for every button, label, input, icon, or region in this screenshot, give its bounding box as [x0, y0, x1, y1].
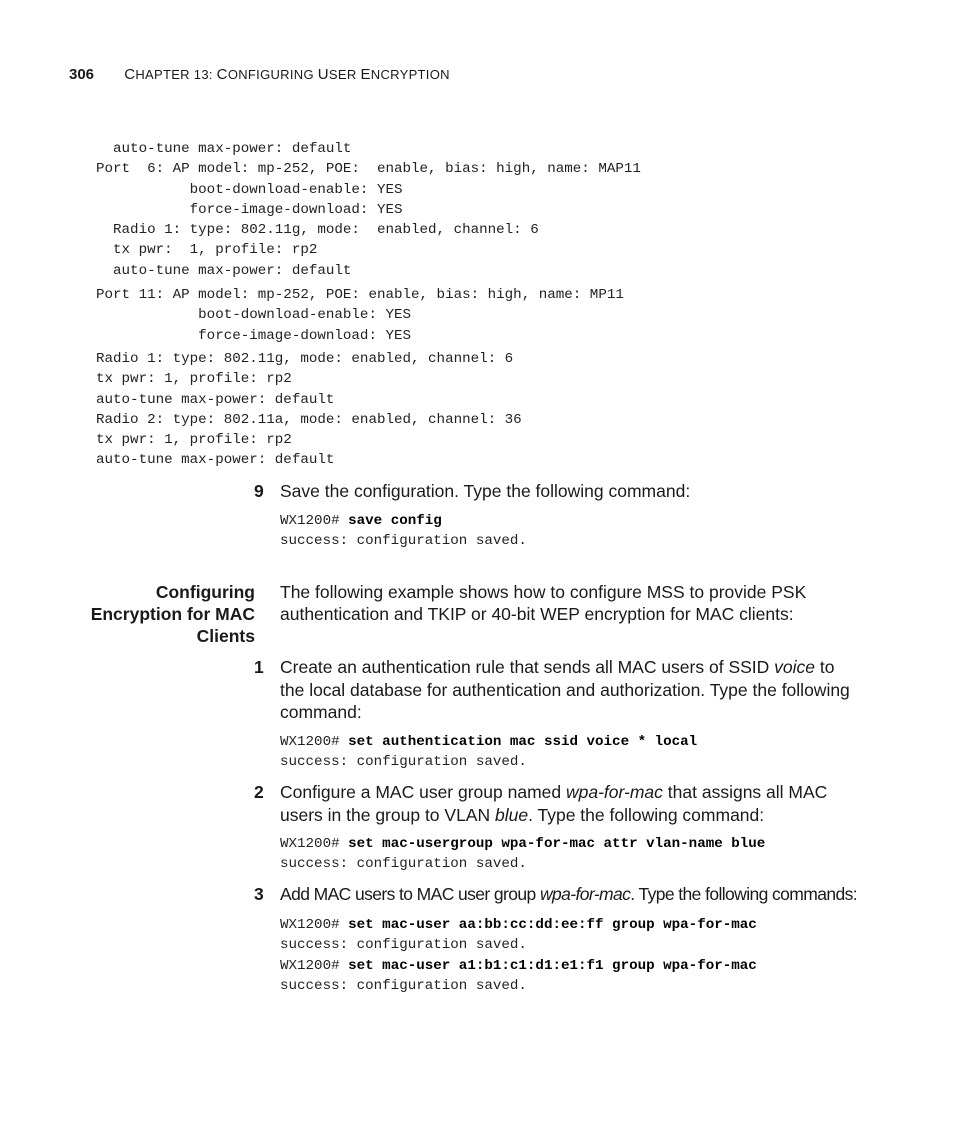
cli-prompt: WX1200# [280, 734, 349, 750]
cli-result: success: configuration saved. [280, 754, 527, 771]
cli-command: set authentication mac ssid voice * local [348, 734, 698, 750]
step-text: Configure a MAC user group named wpa-for-mac that assigns all MAC users in the group to VLAN blue. Type the following command: [280, 782, 828, 825]
code-output-block: Radio 1: type: 802.11g, mode: enabled, channel: 6 tx pwr: 1, profile: rp2 auto-tune max-power: default Radio 2: type: 802.11a, mode: enabled, channel: 36 tx pwr: 1, profile: rp2 auto-tune max-power: default [96, 351, 522, 469]
code-example [280, 915, 757, 996]
step-number: 3 [254, 884, 264, 904]
code-example [280, 834, 765, 875]
cli-result: success: configuration saved. [280, 533, 527, 550]
code-output-block: auto-tune max-power: default Port 6: AP model: mp-252, POE: enable, bias: high, name: MAP11 boot-download-enable: YES force-image-download: YES Radio 1: type: 802.11g, mode: enabled, channel: 6 tx pwr: 1, profile: rp2 auto-tune max-power: default [96, 141, 641, 279]
code-example [280, 511, 527, 552]
cli-result: success: configuration saved. [280, 856, 527, 873]
step-number: 2 [254, 782, 264, 802]
section-intro: The following example shows how to configure MSS to provide PSK authentication and TKIP or 40-bit WEP encryption for MAC clients: [280, 582, 807, 624]
cli-prompt: WX1200# [280, 957, 349, 974]
running-header [69, 66, 450, 83]
cli-prompt: WX1200# [280, 836, 349, 852]
code-example [280, 732, 697, 773]
cli-command: set mac-user a1:b1:c1:d1:e1:f1 group wpa-for-mac [348, 957, 757, 974]
cli-result: success: configuration saved. [280, 977, 527, 994]
code-output-block: Port 11: AP model: mp-252, POE: enable, bias: high, name: MP11 boot-download-enable: YES force-image-download: YES [96, 287, 624, 344]
chapter-title: CHAPTER 13: CONFIGURING USER ENCRYPTION [124, 66, 450, 83]
step-number: 1 [254, 657, 264, 677]
cli-result: success: configuration saved. [280, 937, 527, 954]
cli-command: save config [348, 513, 442, 529]
cli-prompt: WX1200# [280, 513, 349, 529]
section-heading: Configuring Encryption for MAC Clients [90, 582, 255, 646]
step-number: 9 [254, 481, 264, 501]
step-text: Create an authentication rule that sends all MAC users of SSID voice to the local database for authentication and authorization. Type the following command: [280, 657, 850, 722]
step-text: Add MAC users to MAC user group wpa-for-mac. Type the following commands: [280, 884, 858, 904]
page-number: 306 [69, 66, 95, 83]
cli-command: set mac-usergroup wpa-for-mac attr vlan-name blue [348, 836, 766, 852]
cli-prompt: WX1200# [280, 917, 349, 933]
step-text: Save the configuration. Type the following command: [280, 481, 691, 501]
cli-command: set mac-user aa:bb:cc:dd:ee:ff group wpa-for-mac [348, 917, 757, 933]
